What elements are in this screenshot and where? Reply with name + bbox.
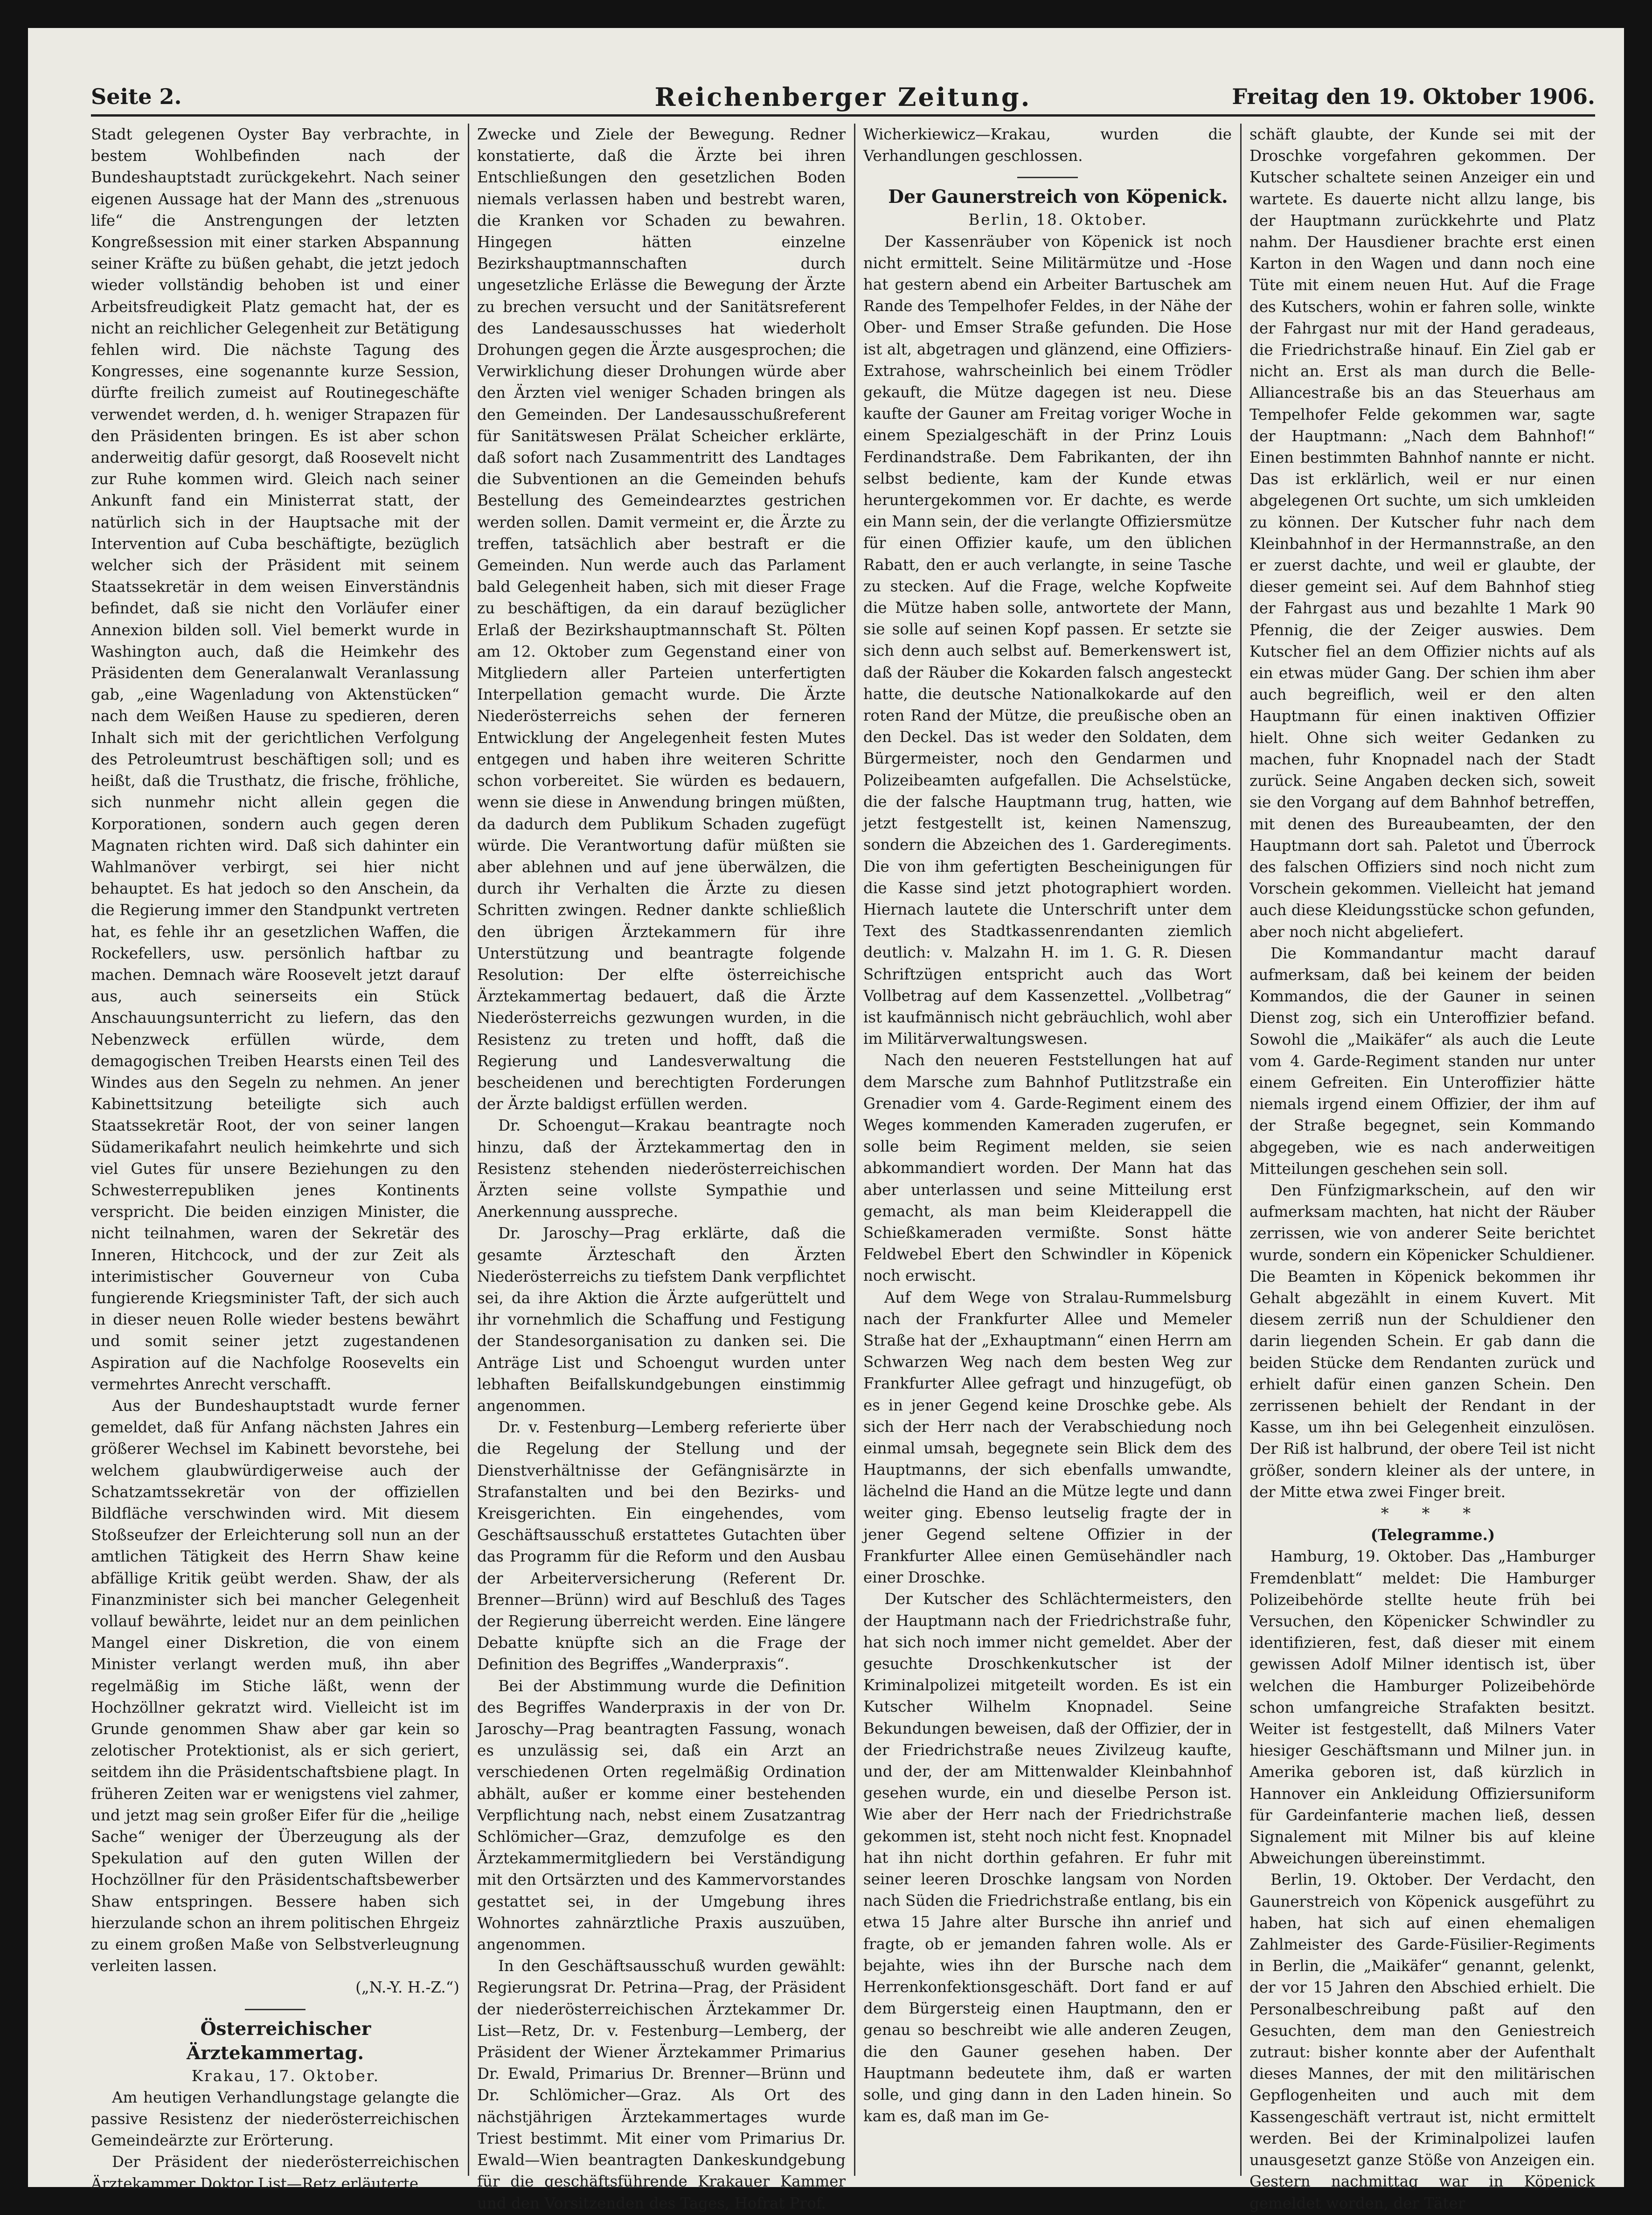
article-koepenick-text-7: Den Fünfzigmarkschein, auf den wir aufmerksam machten, hat nicht der Räuber zerrissen, wie von anderer Seite berichtet wurde, sondern ein Köpenicker Schuldiener. Die Beamten in Köpenick bekommen ihr Gehalt abgezählt in einem Kuvert. Mit diesem zerriß nun der Schuldiener den darin liegenden Schein. Er gab dann die beiden Stücke dem Rendanten zurück und erhielt dafür einen ganzen Schein. Den zerrissenen behielt der Rendant in der Kasse, um ihn bei Gelegenheit einzulösen. Der Riß ist halbrund, der obere Teil ist nicht größer, sondern kleiner als der untere, in der Mitte etwa zwei Finger breit. bbox=[1249, 1181, 1595, 1501]
article-source: („N.-Y. H.-Z.“) bbox=[355, 1979, 459, 1997]
column-rule bbox=[854, 124, 855, 2176]
article-aerzte-text-3: Zwecke und Ziele der Bewegung. Redner konstatierte, daß die Ärzte bei ihren Entschließungen den gesetzlichen Boden niemals verlassen haben und bestrebt waren, die Kranken vor Schaden zu bewahren. Hingegen hätten einzelne Bezirkshauptmannschaften durch ungesetzliche Erlässe die Bewegung der Ärzte zu brechen versucht und der Sanitätsreferent des Landesausschusses hat wiederholt Drohungen gegen die Ärzte ausgesprochen; die Verwirklichung dieser Drohungen würde aber den Ärzten viel weniger Schaden bringen als den Gemeinden. Der Landesausschußreferent für Sanitätswesen Prälat Scheicher erklärte, daß sofort nach Zusammentritt des Landtages die Subventionen an die Gemeinden behufs Bestellung des Gemeindearztes gestrichen werden sollen. Damit vermeint er, die Ärzte zu treffen, tatsächlich aber bestraft er die Gemeinden. Nun werde auch das Parlament bald Gelegenheit haben, sich mit dieser Frage zu beschäftigen, da ein darauf bezüglicher Erlaß der Bezirkshauptmannschaft St. Pölten am 12. Oktober zum Gegenstand einer von Mitgliedern aller Parteien unterfertigten Interpellation gemacht wurde. Die Ärzte Niederösterreichs sehen der ferneren Entwicklung der Angelegenheit festen Mutes entgegen und haben ihre weiteren Schritte schon vorbereitet. Sie würden es bedauern, wenn sie diese in Anwendung bringen müßten, da dadurch dem Publikum Schaden zugefügt würde. Die Verantwortung dafür müßten sie aber ablehnen und auf jene überwälzen, die durch ihr Verhalten die Ärzte zu diesen Schritten zwingen. Redner dankte schließlich den übrigen Ärztekammern für ihre Unterstützung und beantragte folgende Resolution: Der elfte österreichische Ärztekammertag bedauert, daß die Ärzte Niederösterreichs gezwungen wurden, in die Resistenz zu treten und hofft, daß die Regierung und Landesverwaltung die bescheidenen und berechtigten Forderungen der Ärzte baldigst erfüllen werden. bbox=[477, 125, 846, 1113]
article-aerzte-text-6: Dr. v. Festenburg—Lemberg referierte über die Regelung der Stellung und der Dienstverhältnisse der Gefängnisärzte in Strafanstalten und bei den Bezirks- und Kreisgerichten. Ein eingehendes, vom Geschäftsausschuß erstattetes Gutachten über das Programm für die Reform und den Ausbau der Arbeiterversicherung (Referent Dr. Brenner—Brünn) wird auf Beschluß des Tages der Regierung überreicht werden. Eine längere Debatte knüpfte sich an die Frage der Definition des Begriffes „Wanderpraxis“. bbox=[477, 1418, 846, 1673]
masthead bbox=[91, 79, 1595, 117]
article-dateline: Krakau, 17. Oktober. bbox=[191, 2067, 380, 2085]
article-dateline: Berlin, 18. Oktober. bbox=[968, 211, 1148, 229]
article-aerzte-text-5: Dr. Jaroschy—Prag erklärte, daß die gesamte Ärzteschaft den Ärzten Niederösterreichs zu tiefstem Dank verpflichtet sei, da ihre Aktion die Ärzte aufgerüttelt und ihr vornehmlich die Schaffung und Festigung der Standesorganisation zu danken sei. Die Anträge List und Schoengut wurden unter lebhaften Beifallskundgebungen einstimmig angenommen. bbox=[477, 1224, 846, 1415]
article-koepenick-text-3: Auf dem Wege von Stralau-Rummelsburg nach der Frankfurter Allee und Memeler Straße hat der „Exhauptmann“ einen Herrn am Schwarzen Weg nach dem besten Weg zur Frankfurter Allee gefragt und hinzugefügt, ob es in jener Gegend keine Droschke gebe. Als sich der Herr nach der Verabschiedung noch einmal umsah, begegnete sein Blick dem des Hauptmanns, der sich ebenfalls umwandte, lächelnd die Hand an die Mütze legte und dann weiter ging. Ebenso leutselig fragte der in jener Gegend seltene Offizier in der Frankfurter Allee einen Gemüsehändler nach einer Droschke. bbox=[863, 1288, 1232, 1587]
article-headline-koepenick: Der Gaunerstreich von Köpenick. bbox=[888, 186, 1228, 208]
page-number: Seite 2. bbox=[91, 84, 182, 109]
issue-date: Freitag den 19. Oktober 1906. bbox=[1232, 84, 1595, 109]
article-roosevelt-text-2: Aus der Bundeshauptstadt wurde ferner gemeldet, daß für Anfang nächsten Jahres ein größerer Wechsel im Kabinett bevorstehe, bei welchem glaubwürdigerweise auch der Schatzamtssekretär von der offiziellen Bildfläche verschwinden wird. Mit diesem Stoßseufzer der Erleichterung soll nun an der amtlichen Tätigkeit des Herrn Shaw keine abfällige Kritik geübt werden. Shaw, der als Finanzminister sich bei mancher Gelegenheit vollauf bewährte, leidet nur an dem peinlichen Mangel einer Diskretion, die von einem Minister verlangt werden muß, ihn aber regelmäßig im Stiche läßt, wenn der Hochzöllner gekratzt wird. Vielleicht ist im Grunde genommen Shaw aber gar kein so zelotischer Protektionist, als er sich geriert, seitdem ihn die Präsidentschaftsbiene plagt. In früheren Zeiten war er wenigstens viel zahmer, und jetzt mag sein großer Eifer für die „heilige Sache“ weniger der Überzeugung als der Spekulation auf den guten Willen der Hochzöllner für den Präsidentschaftsbewerber Shaw entspringen. Bessere haben sich hierzulande schon an ihrem politischen Ehrgeiz zu einem großen Maße von Selbstverleugnung verleiten lassen. bbox=[91, 1396, 459, 1975]
section-divider bbox=[245, 2009, 305, 2010]
newspaper-page bbox=[91, 79, 1595, 2212]
article-aerzte-text-1: Am heutigen Verhandlungstage gelangte die passive Resistenz der niederösterreichischen Gemeindeärzte zur Erörterung. bbox=[91, 2088, 459, 2150]
article-aerzte-text-2: Der Präsident der niederösterreichischen Ärztekammer Doktor List—Retz erläuterte bbox=[91, 2153, 459, 2193]
article-koepenick-text-5: schäft glaubte, der Kunde sei mit der Droschke vorgefahren gekommen. Der Kutscher schaltete seinen Anzeiger ein und wartete. Es dauerte nicht allzu lange, bis der Hauptmann zurückkehrte und Platz nahm. Der Hausdiener brachte erst einen Karton in den Wagen und dann noch eine Tüte mit einem neuen Hut. Auf die Frage des Kutschers, wohin er fahren solle, winkte der Fahrgast nur mit der Hand geradeaus, die Friedrichstraße hinauf. Ein Ziel gab er nicht an. Erst als man durch die Belle-Alliancestraße bis an das Steuerhaus am Tempelhofer Felde gekommen war, sagte der Hauptmann: „Nach dem Bahnhof!“ Einen bestimmten Bahnhof nannte er nicht. Das ist erklärlich, weil er nur einen abgelegenen Ort suchte, um sich umkleiden zu können. Der Kutscher fuhr nach dem Kleinbahnhof in der Hermannstraße, an den er zuerst dachte, und weil er glaubte, der dieser gemeint sei. Auf dem Bahnhof stieg der Fahrgast aus und bezahlte 1 Mark 90 Pfennig, die der Zeiger auswies. Dem Kutscher fiel an dem Offizier nichts auf als ein etwas müder Gang. Der schien ihm aber auch begreiflich, weil er den alten Hauptmann für einen inaktiven Offizier hielt. Ohne sich weiter Gedanken zu machen, fuhr Knopnadel nach der Stadt zurück. Seine Angaben decken sich, soweit sie den Vorgang auf dem Bahnhof betreffen, mit denen des Bureaubeamten, der den Hauptmann dort sah. Paletot und Überrock des falschen Offiziers sind noch nicht zum Vorschein gekommen. Vielleicht hat jemand auch diese Kleidungsstücke schon gefunden, aber noch nicht abgeliefert. bbox=[1249, 125, 1595, 941]
telegram-hamburg: Hamburg, 19. Oktober. Das „Hamburger Fremdenblatt“ meldet: Die Hamburger Polizeibehörde stellte heute früh bei Versuchen, den Köpenicker Schwindler zu identifizieren, fest, daß dieser mit einem gewissen Adolf Milner identisch ist, über welchen die Hamburger Polizeibehörde schon umfangreiche Strafakten besitzt. Weiter ist festgestellt, daß Milners Vater hiesiger Geschäftsmann und Milner jun. in Amerika geboren ist, daß kürzlich in Hannover ein Ankleidung Offiziersuniform für Gardeinfanterie machen ließ, dessen Signalement mit Milner bis auf kleine Abweichungen übereinstimmt. bbox=[1249, 1548, 1595, 1868]
article-koepenick-text-1: Der Kassenräuber von Köpenick ist noch nicht ermittelt. Seine Militärmütze und -Hose hat gestern abend ein Arbeiter Bartuschek am Rande des Tempelhofer Feldes, in der Nähe der Ober- und Emser Straße gefunden. Die Hose ist alt, abgetragen und glänzend, eine Offiziers-Extrahose, wahrscheinlich bei einem Trödler gekauft, die Mütze dagegen ist neu. Diese kaufte der Gauner am Freitag voriger Woche in einem Spezialgeschäft in der Prinz Louis Ferdinandstraße. Dem Fabrikanten, der ihn selbst bediente, kam der Kunde etwas heruntergekommen vor. Er dachte, es werde ein Mann sein, der die verlangte Offiziersmütze für einen Offizier kaufe, um den üblichen Rabatt, den er auch verlangte, in seine Tasche zu stecken. Auf die Frage, welche Kopfweite die Mütze haben solle, antwortete der Mann, sie solle auf seinen Kopf passen. Er setzte sie sich denn auch selbst auf. Bemerkenswert ist, daß der Räuber die Kokarden falsch angesteckt hatte, die deutsche Nationalkokarde auf den roten Rand der Mütze, die preußische oben an den Deckel. Das ist weder den Soldaten, dem Bürgermeister, noch den Gendarmen und Polizeibeamten aufgefallen. Die Achselstücke, die der falsche Hauptmann trug, hatten, wie jetzt festgestellt ist, keinen Namenszug, sondern die Abzeichen des 1. Garderegiments. Die von ihm gefertigten Bescheinigungen für die Kasse sind jetzt photographiert worden. Hiernach lautete die Unterschrift unter dem Text des Stadtkassenrendanten ziemlich deutlich: v. Malzahn H. im 1. G. R. Diesen Schriftzügen entspricht auch das Wort Vollbetrag auf dem Kassenzettel. „Vollbetrag“ ist kaufmännisch nicht gebräuchlich, wohl aber im Militärverwaltungswesen. bbox=[863, 232, 1232, 1048]
article-aerzte-text-4: Dr. Schoengut—Krakau beantragte noch hinzu, daß der Ärztekammertag den in Resistenz stehenden niederösterreichischen Ärzten seine vollste Sympathie und Anerkennung ausspreche. bbox=[477, 1117, 846, 1221]
column-rule bbox=[1240, 124, 1242, 2176]
telegram-berlin: Berlin, 19. Oktober. Der Verdacht, den Gaunerstreich von Köpenick ausgeführt zu haben, hat sich auf einen ehemaligen Zahlmeister des Garde-Füsilier-Regiments in Berlin, die „Maikäfer“ genannt, gelenkt, der vor 15 Jahren den Abschied erhielt. Die Personalbeschreibung paßt auf den Gesuchten, dem man den Geniestreich zutraut: bisher konnte aber der Aufenthalt dieses Mannes, der mit den militärischen Gepflogenheiten und auch mit dem Kassengeschäft vertraut ist, nicht ermittelt werden. Bei der Kriminalpolizei laufen unausgesetzt ganze Stöße von Anzeigen ein. Gestern nachmittag war in Köpenick gemeldet worden, der Täter bbox=[1249, 1871, 1595, 2212]
column-1 bbox=[91, 124, 459, 2193]
section-divider bbox=[1017, 177, 1078, 178]
article-aerzte-text-8: In den Geschäftsausschuß wurden gewählt: Regierungsrat Dr. Petrina—Prag, der Präsident der niederösterreichischen Ärztekammer Dr. List—Retz, Dr. v. Festenburg—Lemberg, der Präsident der Wiener Ärztekammer Primarius Dr. Ewald, Primarius Dr. Brenner—Brünn und Dr. Schlömicher—Graz. Als Ort des nächstjährigen Ärztekammertages wurde Triest bestimmt. Mit einer vom Primarius Dr. Ewald—Wien beantragten Dankeskundgebung für die geschäftsführende Krakauer Kammer und den Vorsitzenden des Tages, Hofrat Prof. bbox=[477, 1957, 846, 2212]
column-3 bbox=[863, 124, 1232, 2176]
telegram-heading: (Telegramme.) bbox=[1370, 1526, 1495, 1544]
article-aerzte-text-7: Bei der Abstimmung wurde die Definition des Begriffes Wanderpraxis in der von Dr. Jaroschy—Prag beantragten Fassung, wonach es unzulässig sei, daß ein Arzt an verschiedenen Orten regelmäßig Ordination abhält, außer er komme einer bestehenden Verpflichtung nach, nebst einem Zusatzantrag Schlömicher—Graz, demzufolge es den Ärztekammermitgliedern bei Verständigung mit den Ortsärzten und des Kammervorstandes gestattet sei, in der Umgebung ihres Wohnortes zahnärztliche Praxis auszuüben, angenommen. bbox=[477, 1677, 846, 1954]
newspaper-title: Reichenberger Zeitung. bbox=[654, 82, 1032, 112]
article-koepenick-text-2: Nach den neueren Feststellungen hat auf dem Marsche zum Bahnhof Putlitzstraße ein Grenadier vom 4. Garde-Regiment einem des Weges kommenden Kameraden zugerufen, er solle beim Regiment melden, sie seien abkommandiert worden. Der Mann hat das aber unterlassen und seine Mitteilung erst gemacht, als man beim Kleiderappell die Schießkameraden vermißte. Sonst hätte Feldwebel Ebert den Schwindler in Köpenick noch erwischt. bbox=[863, 1051, 1232, 1285]
column-rule bbox=[468, 124, 469, 2176]
article-koepenick-text-6: Die Kommandantur macht darauf aufmerksam, daß bei keinem der beiden Kommandos, die der Gauner in seinen Dienst zog, sich ein Unteroffizier befand. Sowohl die „Maikäfer“ als auch die Leute vom 4. Garde-Regiment standen nur unter einem Gefreiten. Ein Unteroffizier hätte niemals irgend einem Offizier, der ihm auf der Straße begegnet, sein Kommando abgegeben, wie es nach anderweitigen Mitteilungen geschehen sein soll. bbox=[1249, 944, 1595, 1178]
article-roosevelt-text-1: Stadt gelegenen Oyster Bay verbrachte, in bestem Wohlbefinden nach der Bundeshauptstadt zurückgekehrt. Nach seiner eigenen Aussage hat der Mann des „strenuous life“ die Anstrengungen der letzten Kongreßsession mit einer starken Abspannung seiner Kräfte zu büßen gehabt, die jetzt jedoch wieder vollständig behoben ist und einer Arbeitsfreudigkeit Platz gemacht hat, der es nicht an reichlicher Gelegenheit zur Betätigung fehlen wird. Die nächste Tagung des Kongresses, eine sogenannte kurze Session, dürfte freilich zumeist auf Routinegeschäfte verwendet werden, d. h. weniger Strapazen für den Präsidenten bringen. Es ist aber schon anderweitig dafür gesorgt, daß Roosevelt nicht zur Ruhe kommen wird. Gleich nach seiner Ankunft fand ein Ministerrat statt, der natürlich sich in der Hauptsache mit der Intervention auf Cuba beschäftigte, bezüglich welcher sich der Präsident mit seinem Staatssekretär in dem weisen Einverständnis befindet, daß sie nicht den Vorläufer einer Annexion bilden soll. Viel bemerkt wurde in Washington auch, daß die Heimkehr des Präsidenten dem Generalanwalt Veranlassung gab, „eine Wagenladung von Aktenstücken“ nach dem Weißen Hause zu spedieren, deren Inhalt sich mit der gerichtlichen Verfolgung des Petroleumtrust beschäftigen soll; und es heißt, daß die Trusthatz, die frische, fröhliche, sich nunmehr nicht allein gegen die Korporationen, sondern auch gegen deren Magnaten richten wird. Daß sich dahinter ein Wahlmanöver verbirgt, sei hier nicht behauptet. Es hat jedoch so den Anschein, da die Regierung immer den Standpunkt vertreten hat, es fehle ihr an gesetzlichen Waffen, die Rockefellers, usw. persönlich haftbar zu machen. Demnach wäre Roosevelt jetzt darauf aus, auch seinerseits ein Stück Anschauungsunterricht zu liefern, das den Nebenzweck erfüllen würde, dem demagogischen Treiben Hearsts einen Teil des Windes aus den Segeln zu nehmen. An jener Kabinettsitzung beteiligte sich auch Staatssekretär Root, der von seiner langen Südamerikafahrt neulich heimkehrte und sich viel Gutes für unsere Beziehungen zu den Schwesterrepubliken jenes Kontinents verspricht. Die beiden einzigen Minister, die nicht teilnahmen, waren der Sekretär des Inneren, Hitchcock, und der zur Zeit als interimistischer Gouverneur von Cuba fungierende Kriegsminister Taft, der sich auch in dieser neuen Rolle wieder bestens bewährt und somit seiner jetzt zugestandenen Aspiration auf die Nachfolge Roosevelts ein vermehrtes Anrecht verschafft. bbox=[91, 125, 459, 1393]
article-aerzte-text-9: Wicherkiewicz—Krakau, wurden die Verhandlungen geschlossen. bbox=[863, 125, 1232, 165]
article-headline-aerztekammertag: Österreichischer Ärztekammertag. bbox=[186, 2018, 371, 2064]
section-stars: * * * bbox=[1381, 1504, 1485, 1523]
article-koepenick-text-4: Der Kutscher des Schlächtermeisters, den der Hauptmann nach der Friedrichstraße fuhr, hat sich noch immer nicht gemeldet. Aber der gesuchte Droschkenkutscher ist der Kriminalpolizei mitgeteilt worden. Es ist ein Kutscher Wilhelm Knopnadel. Seine Bekundungen beweisen, daß der Offizier, der in der Friedrichstraße neues Zivilzeug kaufte, und der, der am Mittenwalder Kleinbahnhof gesehen wurde, ein und dieselbe Person ist. Wie aber der Herr nach der Friedrichstraße gekommen ist, steht noch nicht fest. Knopnadel hat ihn nicht dorthin gefahren. Er fuhr mit seiner leeren Droschke langsam von Norden nach Süden die Friedrichstraße entlang, bis ein etwa 15 Jahre alter Bursche ihn anrief und fragte, ob er jemanden fahren wolle. Als er bejahte, wies ihn der Bursche nach dem Herrenkonfektionsgeschäft. Dort fand er auf dem Bürgersteig einen Hauptmann, den er genau so beschreibt wie alle anderen Zeugen, die den Gauner gesehen haben. Der Hauptmann bedeutete ihm, daß er warten solle, und ging dann in den Laden hinein. So kam es, daß man im Ge- bbox=[863, 1590, 1232, 2125]
column-2 bbox=[477, 124, 846, 2212]
column-4 bbox=[1249, 124, 1595, 2212]
